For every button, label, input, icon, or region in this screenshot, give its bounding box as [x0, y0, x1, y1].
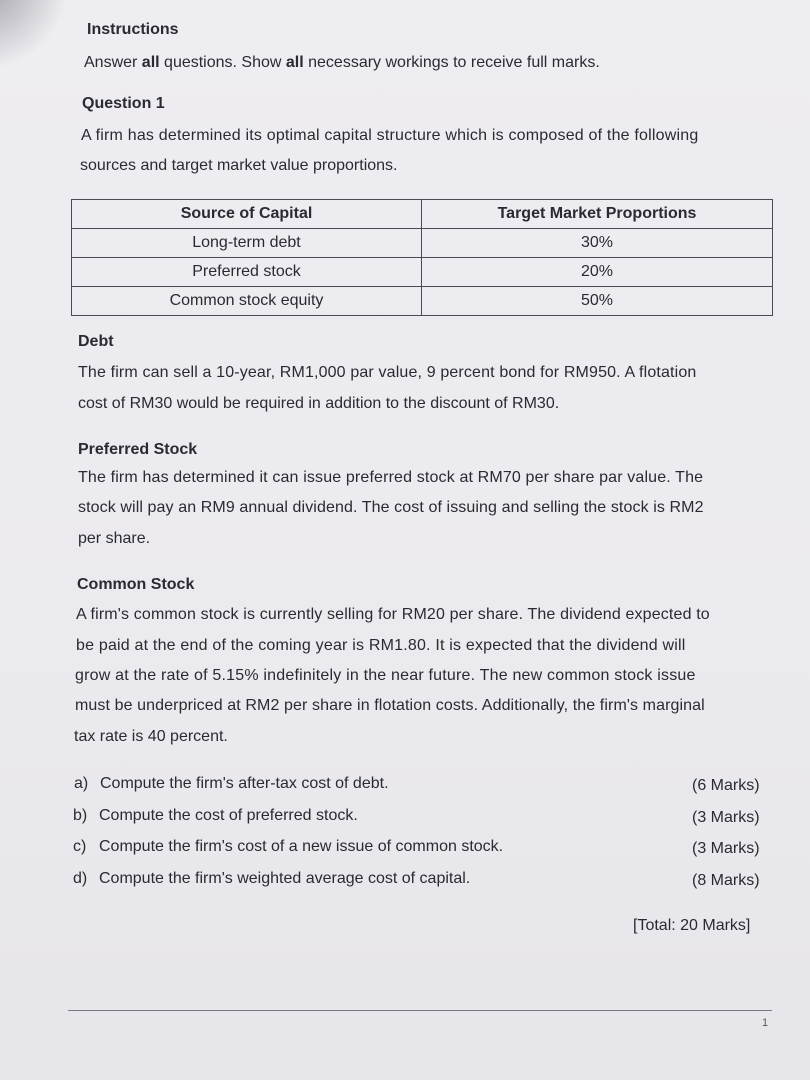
preferred-text-line: The firm has determined it can issue preferred stock at RM70 per share par value. The [78, 469, 704, 486]
table-cell-source: Preferred stock [72, 258, 422, 287]
debt-heading: Debt [78, 333, 114, 350]
table-cell-source: Long-term debt [72, 229, 422, 258]
table-header-row [72, 200, 773, 229]
subquestion-marks: (3 Marks) [692, 840, 760, 857]
question-intro-line: sources and target market value proportions. [80, 157, 398, 174]
common-text-line: must be underpriced at RM2 per share in flotation costs. Additionally, the firm's marginal [75, 697, 705, 714]
debt-text-line: cost of RM30 would be required in addition to the discount of RM30. [78, 395, 560, 412]
subquestion-text: Compute the firm's weighted average cost of capital. [99, 870, 471, 887]
common-text-line: be paid at the end of the coming year is RM1.80. It is expected that the dividend will [76, 637, 686, 654]
subquestion-text: Compute the firm's after-tax cost of debt. [100, 775, 389, 792]
instructions-text-bold: all [141, 54, 160, 71]
instructions-heading: Instructions [87, 21, 179, 38]
subquestion-text: Compute the firm's cost of a new issue of common stock. [99, 838, 504, 855]
table-cell-proportion: 30% [422, 229, 773, 258]
common-text-line: tax rate is 40 percent. [74, 728, 228, 745]
debt-text-line: The firm can sell a 10-year, RM1,000 par value, 9 percent bond for RM950. A flotation [78, 364, 697, 381]
preferred-text-line: stock will pay an RM9 annual dividend. The cost of issuing and selling the stock is RM2 [78, 499, 704, 516]
preferred-heading: Preferred Stock [78, 441, 198, 458]
instructions-text-part: necessary workings to receive full marks. [303, 54, 600, 71]
subquestion-label: a) [74, 775, 89, 792]
common-heading: Common Stock [77, 576, 195, 593]
common-text-line: A firm's common stock is currently selling for RM20 per share. The dividend expected to [76, 606, 710, 623]
page-corner-shadow [0, 0, 70, 70]
page-number: 1 [762, 1017, 769, 1029]
common-text-line: grow at the rate of 5.15% indefinitely in the near future. The new common stock issue [75, 667, 696, 684]
instructions-text [84, 53, 600, 73]
total-marks: [Total: 20 Marks] [633, 917, 751, 934]
table-cell-source: Common stock equity [72, 287, 422, 316]
table-header-cell: Target Market Proportions [422, 200, 773, 229]
table-cell-proportion: 50% [422, 287, 773, 316]
question-heading: Question 1 [82, 95, 165, 112]
subquestion-marks: (6 Marks) [692, 777, 760, 794]
table-row [72, 229, 773, 258]
table-row [72, 258, 773, 287]
subquestion-marks: (8 Marks) [692, 872, 760, 889]
subquestion-label: c) [73, 838, 87, 855]
capital-structure-table [71, 199, 773, 316]
footer-rule [68, 1010, 772, 1011]
instructions-text-bold: all [285, 54, 304, 71]
subquestion-label: d) [73, 870, 88, 887]
table-row [72, 287, 773, 316]
subquestion-text: Compute the cost of preferred stock. [99, 807, 358, 824]
instructions-text-part: questions. Show [159, 54, 286, 71]
question-intro-line: A firm has determined its optimal capital structure which is composed of the following [81, 127, 699, 144]
preferred-text-line: per share. [78, 530, 151, 547]
table-header-cell: Source of Capital [72, 200, 422, 229]
instructions-text-part: Answer [84, 54, 142, 71]
subquestion-label: b) [73, 807, 88, 824]
table-cell-proportion: 20% [422, 258, 773, 287]
subquestion-marks: (3 Marks) [692, 809, 760, 826]
